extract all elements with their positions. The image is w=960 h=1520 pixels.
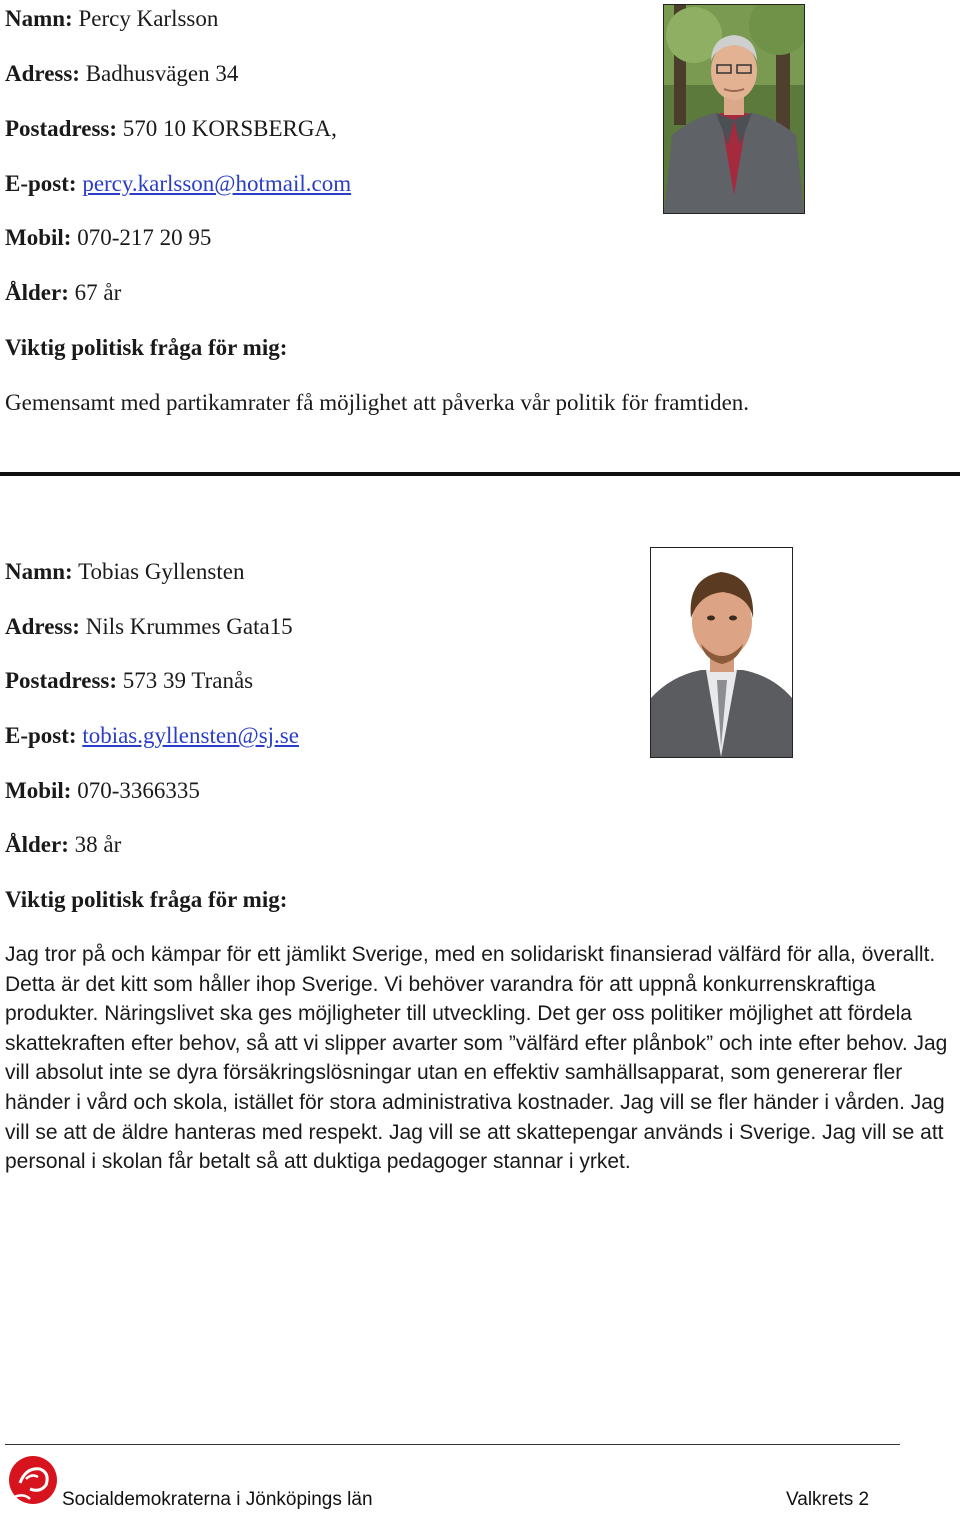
rose-logo-icon [6,1453,60,1512]
person1-address: Badhusvägen 34 [85,61,239,86]
person1-address-row [5,59,238,89]
footer-page-label: Valkrets 2 [786,1489,870,1510]
email-label: E-post: [5,723,77,748]
person1-photo [663,4,805,214]
person1-mobile-row [5,223,211,253]
email-label: E-post: [5,171,77,196]
person2-email-row [5,721,299,751]
address-label: Adress: [5,614,80,639]
person2-name-row [5,557,244,587]
person2-address: Nils Krummes Gata15 [85,614,293,639]
person2-mobile-row [5,776,200,806]
person2-address-row [5,612,293,642]
person2-age-row [5,830,121,860]
person2-mobile: 070-3366335 [77,778,200,803]
person1-name: Percy Karlsson [78,6,219,31]
person1-name-row [5,4,218,34]
person1-age-row [5,278,121,308]
person2-age: 38 år [74,832,122,857]
age-label: Ålder: [5,832,69,857]
person2-email-link[interactable]: tobias.gyllensten@sj.se [82,723,299,748]
person1-issue-text: Gemensamt med partikamrater få möjlighet att påverka vår politik för framtiden. [5,390,750,415]
footer-organization: Socialdemokraterna i Jönköpings län [62,1489,373,1510]
person1-age: 67 år [74,280,122,305]
person1-postal-row [5,114,337,144]
person2-issue-label: Viktig politisk fråga för mig: [5,887,288,912]
mobile-label: Mobil: [5,225,72,250]
person2-postal-row [5,666,253,696]
name-label: Namn: [5,559,73,584]
footer-rule [5,1444,900,1445]
postal-label: Postadress: [5,668,118,693]
person2-issue-text: Jag tror på och kämpar för ett jämlikt Sverige, med en solidariskt finansierad välfärd för alla, överallt. Detta är det kitt som håller ihop Sverige. Vi behöver varandra för att uppnå konkurrenskraftiga produkter. Näringslivet ska ges möjligheter till utveckling. Det ger oss politiker möjlighet att fördela skattekraften efter behov, så att vi slipper avarter som ”välfärd efter plånbok” och inte efter behov. Jag vill absolut inte se dyra försäkringslösningar utan en effektiv samhällsapparat, som genererar fler händer i vård och skola, istället för stora administrativa kostnader. Jag vill se fler händer i vården. Jag vill se att de äldre hanteras med respekt. Jag vill se att skattepengar används i Sverige. Jag vill se att personal i skolan får betalt så att duktiga pedagoger stannar i yrket. [5,943,948,1174]
address-label: Adress: [5,61,80,86]
person1-mobile: 070-217 20 95 [77,225,212,250]
age-label: Ålder: [5,280,69,305]
section-divider [0,472,960,476]
name-label: Namn: [5,6,73,31]
person1-email-link[interactable]: percy.karlsson@hotmail.com [82,171,352,196]
person2-name: Tobias Gyllensten [78,559,245,584]
person2-postal: 573 39 Tranås [122,668,254,693]
mobile-label: Mobil: [5,778,72,803]
person1-issue-label: Viktig politisk fråga för mig: [5,335,288,360]
person2-photo [650,547,793,758]
person1-email-row [5,169,351,199]
person1-postal: 570 10 KORSBERGA, [122,116,337,141]
postal-label: Postadress: [5,116,118,141]
